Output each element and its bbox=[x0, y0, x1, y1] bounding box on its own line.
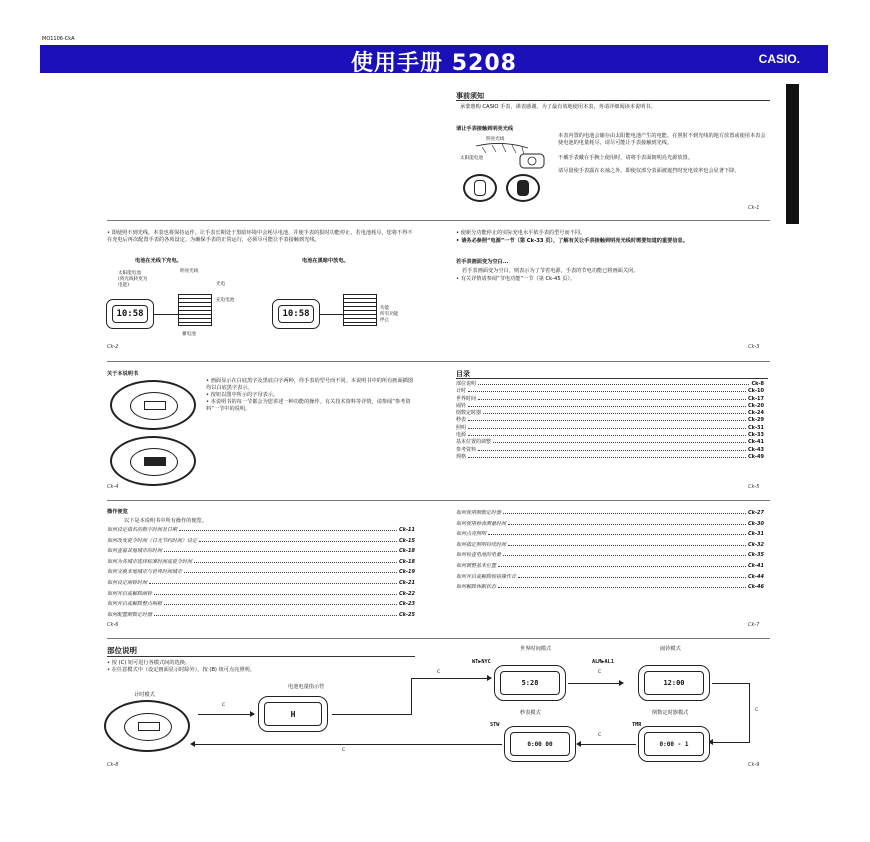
p3-bullet-2: • 请务必参照“电源”一节（第 Ck-33 页），了解有关让手表接触到明亮光线时需要知道的重要信息。 bbox=[456, 238, 688, 244]
toc-item[interactable]: 计时 Ck-10 bbox=[456, 388, 764, 395]
p1-bullet-1: 不戴手表戴在手腕上使用时，请将手表面朝明亮光源放置。 bbox=[558, 155, 693, 161]
page-number: Ck-8 bbox=[107, 762, 119, 768]
page-number: Ck-5 bbox=[748, 484, 760, 490]
page-number: Ck-4 bbox=[107, 484, 119, 490]
p3-bullet-3: • 有关详情请参阅“节电功能”一节（第 Ck-45 页）。 bbox=[456, 276, 576, 282]
toc-item[interactable]: 世界时间 Ck-17 bbox=[456, 395, 764, 402]
timekeeping-label: 计时模式 bbox=[134, 692, 155, 698]
toc-list bbox=[456, 381, 764, 461]
toc-item[interactable]: 照明 Ck-31 bbox=[456, 424, 764, 431]
label-solar-2: (将光线转变为 bbox=[118, 277, 148, 282]
alarm-lcd bbox=[638, 665, 710, 701]
label-all-functions: 所有功能 bbox=[380, 312, 399, 317]
toc-item[interactable]: 参考资料 Ck-43 bbox=[456, 446, 764, 453]
battery-level-diagram-right bbox=[343, 294, 377, 326]
p8-bullet-1: • 按 (C) 钮可进行各模式间的选换。 bbox=[107, 660, 191, 666]
p2-left-caption: 电池在光线下充电。 bbox=[135, 258, 182, 264]
countdown-label: 倒数定时器模式 bbox=[652, 710, 689, 716]
lcd-time: 10:58 bbox=[112, 305, 148, 323]
alarm-code: ALM▶AL1 bbox=[592, 659, 614, 665]
casio-logo: CASIO. bbox=[758, 52, 800, 66]
toc-item[interactable]: 部位说明 Ck-8 bbox=[456, 381, 764, 387]
ops-list-right bbox=[456, 508, 764, 593]
p1-subheading: 请让手表接触到明亮光线 bbox=[456, 126, 514, 132]
stopwatch-digits: 0:00 00 bbox=[510, 732, 570, 756]
watch-lcd-discharging bbox=[272, 299, 320, 329]
ops-item[interactable]: 如何开启或解除按钮操作音 Ck-44 bbox=[456, 573, 764, 580]
ops-item[interactable]: 如何检查电池的电量 Ck-35 bbox=[456, 552, 764, 559]
p4-bullet-2: • 按钮以图中所示的字母表示。 bbox=[206, 392, 279, 398]
toc-item[interactable]: 规格 Ck-49 bbox=[456, 453, 764, 460]
stopwatch-label: 秒表模式 bbox=[520, 710, 541, 716]
countdown-digits: 0:00 - 1 bbox=[644, 732, 704, 756]
ops-item[interactable]: 如何设定闹铃时间 Ck-21 bbox=[107, 579, 415, 586]
page-number: Ck-3 bbox=[748, 344, 760, 350]
toc-item[interactable]: 倒数定时器 Ck-24 bbox=[456, 410, 764, 417]
watch-lcd-charging bbox=[106, 299, 154, 329]
ops-item[interactable]: 如何使用秒表测量时间 Ck-30 bbox=[456, 520, 764, 527]
toc-item[interactable]: 秒表 Ck-29 bbox=[456, 417, 764, 424]
label-light-2: 明亮光线 bbox=[180, 269, 199, 274]
ops-item[interactable]: 如何开启或解除闹铃 Ck-22 bbox=[107, 590, 415, 597]
worldtime-label: 世界时间模式 bbox=[520, 646, 552, 652]
ops-item[interactable]: 如何查看其他城市的时间 Ck-18 bbox=[107, 548, 415, 555]
p3-heading: 若手表画面变为空白... bbox=[456, 259, 509, 265]
countdown-lcd bbox=[638, 726, 710, 762]
button-c-label: C bbox=[342, 748, 346, 753]
label-function: 功能 bbox=[380, 306, 390, 311]
manual-title: 使用手册 5208 bbox=[351, 51, 517, 76]
p4-bullet-3: • 本说明书的每一节都会为您讲述一种功能的操作。有关技术资料等详情，请参阅“参考资料”一节中的说明。 bbox=[206, 399, 411, 412]
label-stopped: 停止 bbox=[380, 318, 390, 323]
side-tab bbox=[786, 84, 799, 224]
page-number: Ck-7 bbox=[748, 622, 760, 628]
button-c-label: C bbox=[222, 703, 226, 708]
button-c-label: C bbox=[598, 670, 602, 675]
worldtime-digits: 5:28 bbox=[500, 671, 560, 695]
toc-heading: 目录 bbox=[456, 370, 470, 378]
battery-lcd-text: H bbox=[264, 702, 322, 726]
p1-heading: 事前须知 bbox=[456, 92, 484, 100]
label-battery: 蓄电池 bbox=[182, 332, 196, 337]
alarm-digits: 12:00 bbox=[644, 671, 704, 695]
page-number: Ck-1 bbox=[748, 205, 760, 211]
analog-digital-watch-2 bbox=[110, 436, 196, 486]
ops-item[interactable]: 如何调整基本位置 Ck-41 bbox=[456, 562, 764, 569]
stopwatch-code: STW bbox=[490, 722, 500, 728]
ops-intro: 以下是本说明书中所有操作的便览。 bbox=[124, 518, 208, 524]
countdown-code: TMR bbox=[632, 722, 642, 728]
flow-arrow bbox=[198, 714, 254, 715]
lcd-time-2: 10:58 bbox=[278, 305, 314, 323]
ops-item[interactable]: 如何改变夏令时间（日光节约时间）设定 Ck-15 bbox=[107, 537, 415, 544]
ops-item[interactable]: 如何开启或解除整点响报 Ck-23 bbox=[107, 601, 415, 608]
battery-indicator-label: 电池电量指示符 bbox=[288, 684, 325, 690]
stopwatch-lcd bbox=[504, 726, 576, 762]
alarm-label: 闹铃模式 bbox=[660, 646, 681, 652]
ops-item[interactable]: 如何指定照明持续时间 Ck-32 bbox=[456, 541, 764, 548]
toc-item[interactable]: 闹铃 Ck-20 bbox=[456, 402, 764, 409]
battery-indicator-lcd bbox=[258, 696, 328, 732]
p3-bullet-1: • 使新分功能停止的实际充电水平依手表的型号而不同。 bbox=[456, 230, 586, 236]
ops-item[interactable]: 如何设定指名的数字时间及日期 Ck-11 bbox=[107, 527, 415, 533]
toc-item[interactable]: 基本位置的调整 Ck-41 bbox=[456, 439, 764, 446]
label-solar-3: 电能) bbox=[118, 283, 129, 288]
ops-item[interactable]: 如何交换本地城市与世界时间城市 Ck-19 bbox=[107, 569, 415, 576]
document-code: MO1106-CkA bbox=[42, 36, 75, 42]
p8-bullet-2: • 在任意模式中（设定画面显示时除外），按 (B) 钮可点亮照明。 bbox=[107, 667, 255, 673]
p1-intro: 承蒙惠购 CASIO 手表，谨表感谢。为了最有效地使用本表，务请详细阅读本说明书。 bbox=[460, 104, 656, 110]
watch-under-sleeve-icon bbox=[506, 174, 540, 202]
p1-body: 本表内置的电池会储存由太阳能电池产生的电能。在照射不到光线的地方放置或使用本表会使电池的电量耗尽，请尽可能让手表接触到光线。 bbox=[558, 133, 766, 146]
page-number: Ck-6 bbox=[107, 622, 119, 628]
button-c-label: C bbox=[437, 670, 441, 675]
ops-item[interactable]: 如何点亮照明 Ck-31 bbox=[456, 531, 764, 538]
toc-item[interactable]: 电源 Ck-33 bbox=[456, 432, 764, 439]
p4-bullet-1: • 画面显示在白底黑字及黑底白字两种，你手表的型号而不同。本说明书中的所有画面插图均以白底黑字表示。 bbox=[206, 378, 414, 391]
button-c-label: C bbox=[598, 733, 602, 738]
battery-level-diagram-left bbox=[178, 294, 212, 326]
p2-text: • 即使照不到光线，本表也将保持运作。让手表长期处于黑暗环境中会耗尽电池，并使手表的报时功能停止，若电池耗尽，您将不得不在充电后再次配置手表的各项设定。为确保手表的正常运行，必须尽可能让手表接触到光线。 bbox=[107, 230, 413, 243]
p4-heading: 关于本说明书 bbox=[107, 371, 139, 377]
label-bright-light: 明亮光线 bbox=[486, 137, 505, 142]
ops-list-left bbox=[107, 525, 415, 620]
ops-item[interactable]: 如何解除休眠状态 Ck-46 bbox=[456, 584, 764, 591]
analog-digital-watch-1 bbox=[110, 380, 196, 430]
button-c-label: C bbox=[755, 708, 759, 713]
p8-heading: 部位说明 bbox=[107, 646, 137, 655]
ops-item[interactable]: 如何使用倒数定时器 Ck-27 bbox=[456, 510, 764, 516]
page-number: Ck-9 bbox=[748, 762, 760, 768]
title-banner bbox=[40, 45, 828, 76]
p2-right-caption: 电池在黑暗中放电。 bbox=[302, 258, 349, 264]
ops-item[interactable]: 如何配置倒数定时器 Ck-25 bbox=[107, 611, 415, 618]
label-solar-cell: 太阳能电池 bbox=[460, 156, 483, 161]
p1-bullet-2: 请尽量使手表露在衣袖之外。即使仅部分表面被遮挡时充电效率也会显著下降。 bbox=[558, 168, 740, 174]
label-rechargeable: 充电电池 bbox=[216, 298, 235, 303]
label-photoelectric: 光电 bbox=[216, 282, 226, 287]
timekeeping-watch bbox=[104, 700, 190, 752]
page-number: Ck-2 bbox=[107, 344, 119, 350]
p3-body: 若手表画面变为空白，则表示为了节省电源，手表的节电功能已将画面关闭。 bbox=[462, 268, 639, 274]
light-rays-illustration bbox=[472, 142, 562, 172]
ops-item[interactable]: 如何为各城市选择标准时间或夏令时间 Ck-18 bbox=[107, 558, 415, 565]
worldtime-code: WT▶NYC bbox=[472, 659, 491, 665]
watch-under-light-icon bbox=[463, 174, 497, 202]
label-solar: 太阳能电池 bbox=[118, 271, 141, 276]
worldtime-lcd bbox=[494, 665, 566, 701]
ops-heading: 操作便览 bbox=[107, 509, 128, 515]
